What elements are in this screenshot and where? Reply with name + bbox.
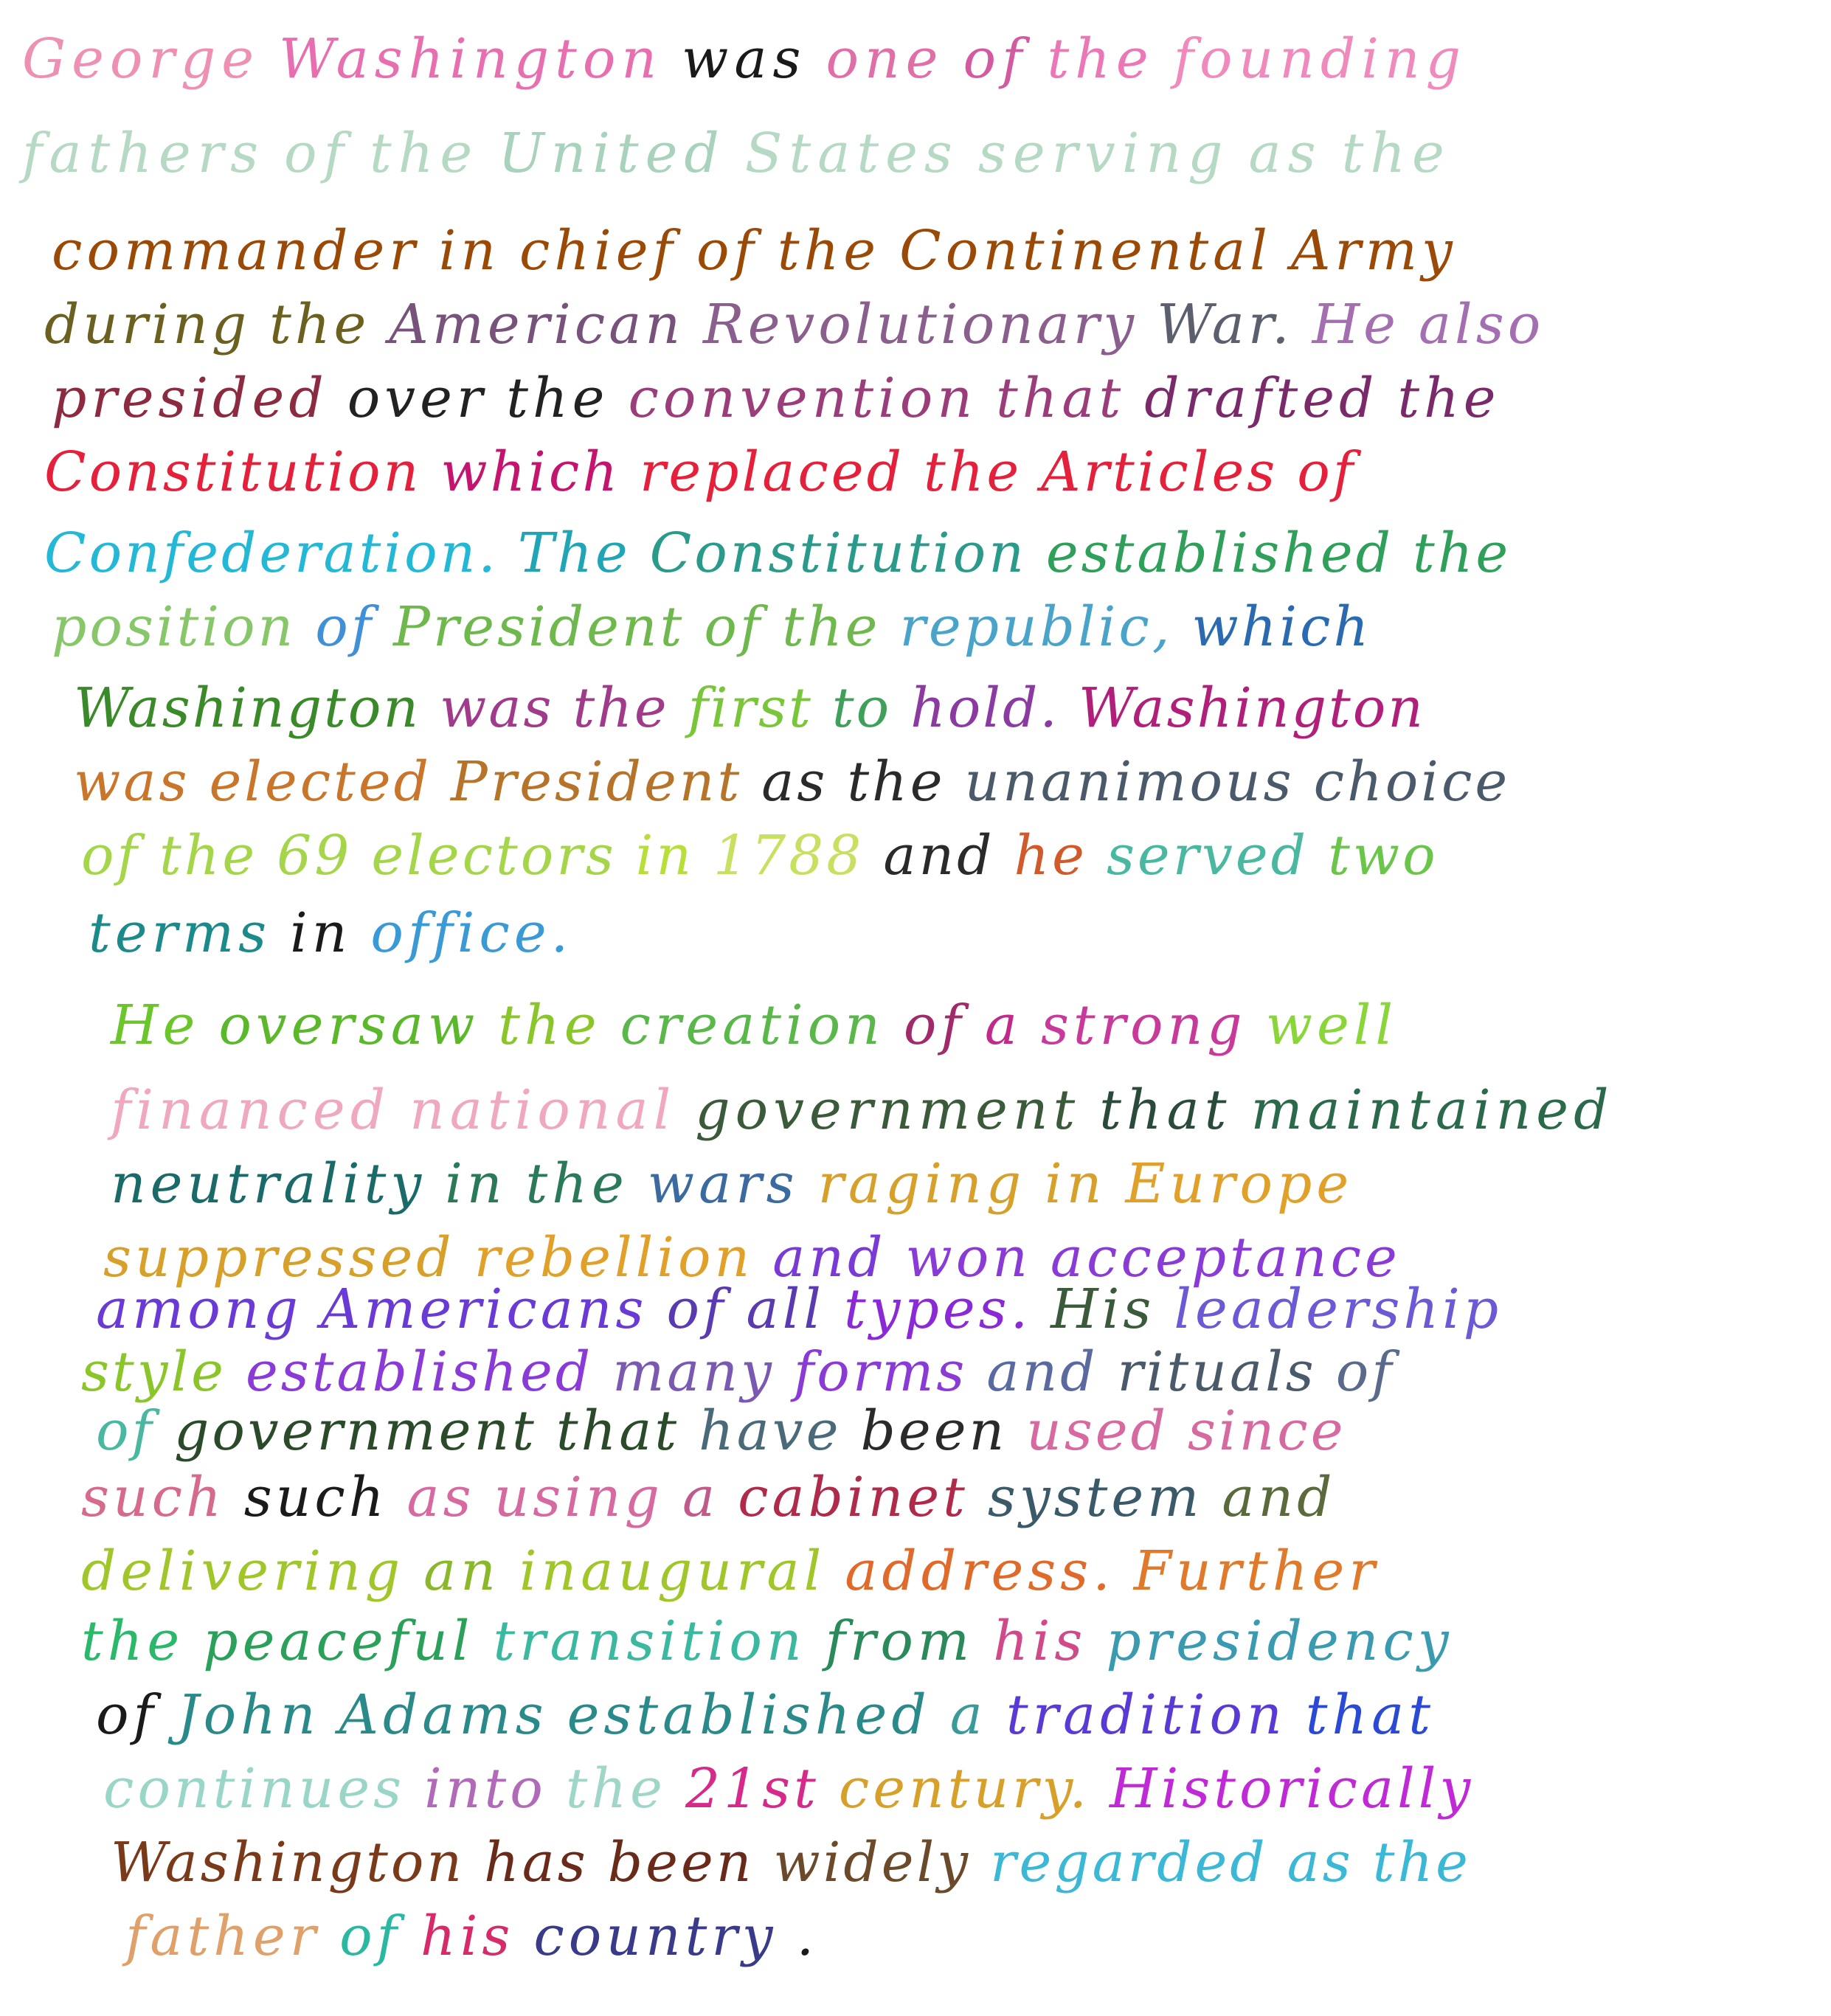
text-line-25 (111, 1826, 1490, 1899)
word: electors (371, 824, 617, 887)
word: well (1265, 994, 1398, 1057)
word: He (1312, 293, 1399, 356)
word: leadership (1174, 1278, 1503, 1341)
word: such (243, 1466, 388, 1529)
word: the (1372, 1831, 1471, 1894)
word: the (923, 440, 1022, 504)
word: of (963, 27, 1028, 91)
word: and (986, 1340, 1098, 1404)
word: was (682, 27, 807, 91)
word: terms (89, 901, 271, 965)
word: cabinet (738, 1466, 969, 1529)
word: of (704, 595, 764, 659)
text-line-14 (111, 1073, 1633, 1147)
word: of (903, 994, 966, 1057)
word: in (635, 824, 694, 887)
word: choice (1313, 750, 1511, 814)
word: wars (647, 1152, 799, 1216)
word: drafted (1144, 367, 1379, 430)
word: chief (519, 219, 677, 283)
text-line-13 (111, 988, 1416, 1062)
word: an (423, 1539, 500, 1603)
word: was (440, 676, 554, 740)
word: have (699, 1399, 842, 1463)
word: a (682, 1466, 719, 1529)
word: His (1051, 1278, 1155, 1341)
word: the (847, 750, 946, 814)
text-line-3 (52, 214, 1476, 288)
text-line-1 (22, 22, 1486, 96)
word: country (533, 1905, 778, 1968)
word: in (1045, 1152, 1107, 1216)
word: widely (773, 1831, 972, 1894)
word: Adams (339, 1683, 548, 1747)
word: since (1187, 1399, 1346, 1463)
word: types. (843, 1278, 1032, 1341)
word: of (696, 219, 758, 283)
text-line-15 (111, 1147, 1372, 1221)
word: style (81, 1340, 226, 1404)
word: and (883, 824, 995, 887)
word: raging (817, 1152, 1026, 1216)
text-line-21 (81, 1534, 1399, 1608)
word: two (1328, 824, 1439, 887)
word: established (567, 1683, 931, 1747)
word: Constitution (44, 440, 422, 504)
word: of (96, 1683, 158, 1747)
word: all (746, 1278, 825, 1341)
word: his (420, 1905, 515, 1968)
word: been (860, 1399, 1008, 1463)
word: transition (493, 1610, 806, 1673)
word: Further (1133, 1539, 1380, 1603)
word: one (825, 27, 944, 91)
word: and (772, 1226, 887, 1289)
text-line-7 (44, 516, 1530, 590)
text-line-2 (22, 117, 1470, 190)
word: Historically (1110, 1757, 1475, 1821)
word: American (389, 293, 684, 356)
word: delivering (81, 1539, 405, 1603)
word: the (572, 676, 669, 740)
word: elected (209, 750, 432, 814)
word: over (347, 367, 488, 430)
text-line-11 (81, 819, 1458, 893)
word: 69 (277, 824, 353, 887)
text-line-10 (74, 745, 1529, 819)
word: War. (1157, 293, 1293, 356)
word: acceptance (1050, 1226, 1401, 1289)
word: Articles (1041, 440, 1278, 504)
word: rituals (1117, 1340, 1317, 1404)
word: used (1026, 1399, 1169, 1463)
word: which (440, 440, 621, 504)
word: Washington (111, 1831, 465, 1894)
word: established (245, 1340, 594, 1404)
word: the (269, 293, 370, 356)
word: that (995, 367, 1126, 430)
word: serving (977, 122, 1230, 185)
word: century. (838, 1757, 1091, 1821)
word: Confederation. (44, 522, 499, 585)
word: inaugural (519, 1539, 826, 1603)
word: that (1305, 1683, 1435, 1747)
word: won (905, 1226, 1031, 1289)
text-line-12 (89, 896, 592, 970)
word: Washington (279, 27, 663, 91)
word: in (438, 219, 500, 283)
word: address. (845, 1539, 1115, 1603)
word: commander (52, 219, 420, 283)
word: suppressed (103, 1226, 455, 1289)
word: fathers (22, 122, 266, 185)
text-line-22 (81, 1604, 1472, 1678)
word: that (555, 1399, 680, 1463)
text-line-24 (103, 1752, 1493, 1826)
word: of (284, 122, 350, 185)
word: that (1099, 1078, 1232, 1142)
word: of (666, 1278, 727, 1341)
word: United (498, 122, 726, 185)
word: such (81, 1466, 225, 1529)
word: strong (1040, 994, 1247, 1057)
word: has (484, 1831, 589, 1894)
word: a (949, 1683, 987, 1747)
text-line-23 (96, 1678, 1454, 1752)
word: presidency (1106, 1610, 1453, 1673)
word: forms (793, 1340, 968, 1404)
word: Revolutionary (702, 293, 1138, 356)
word: founding (1173, 27, 1467, 91)
word: father (125, 1905, 321, 1968)
word: the (1413, 522, 1512, 585)
text-line-6 (44, 435, 1375, 509)
word: the (1047, 27, 1155, 91)
word: The (517, 522, 631, 585)
word: John (176, 1683, 320, 1747)
word: system (987, 1466, 1203, 1529)
word: the (782, 595, 881, 659)
word: the (498, 994, 601, 1057)
word: maintained (1250, 1078, 1614, 1142)
word: He (111, 994, 200, 1057)
word: the (1341, 122, 1451, 185)
word: which (1191, 595, 1372, 659)
word: the (370, 122, 480, 185)
word: neutrality (111, 1152, 426, 1216)
word: to (831, 676, 892, 740)
word: been (607, 1831, 755, 1894)
word: government (695, 1078, 1081, 1142)
word: position (52, 595, 297, 659)
word: the (81, 1610, 184, 1673)
word: of (339, 1905, 402, 1968)
word: States (744, 122, 959, 185)
word: of (96, 1399, 155, 1463)
text-line-4 (44, 288, 1563, 361)
word: Europe (1125, 1152, 1354, 1216)
word: of (1335, 1340, 1395, 1404)
word: replaced (640, 440, 904, 504)
word: President (393, 595, 685, 659)
text-line-8 (52, 590, 1391, 664)
word: George (22, 27, 260, 91)
word: his (993, 1610, 1087, 1673)
word: a (984, 994, 1022, 1057)
word: from (825, 1610, 975, 1673)
word: using (494, 1466, 663, 1529)
word: republic, (899, 595, 1173, 659)
word: as (406, 1466, 475, 1529)
word: as (1248, 122, 1323, 185)
word: established (1045, 522, 1394, 585)
word: oversaw (218, 994, 480, 1057)
word: financed (111, 1078, 391, 1142)
word: Washington (74, 676, 421, 740)
text-line-20 (81, 1461, 1354, 1534)
word: also (1418, 293, 1545, 356)
word: Washington (1078, 676, 1425, 740)
word: in (445, 1152, 507, 1216)
word: presided (52, 367, 328, 430)
word: tradition (1006, 1683, 1287, 1747)
word: 1788 (713, 824, 865, 887)
word: and (1222, 1466, 1336, 1529)
word: the (506, 367, 609, 430)
word: of (1297, 440, 1357, 504)
text-line-26 (125, 1899, 837, 1973)
word: during (44, 293, 251, 356)
word: regarded (990, 1831, 1268, 1894)
word: rebellion (474, 1226, 754, 1289)
word: Constitution (649, 522, 1027, 585)
word: the (1397, 367, 1501, 430)
word: of (315, 595, 375, 659)
word: Army (1290, 219, 1457, 283)
word: Continental (899, 219, 1272, 283)
word: in (290, 901, 352, 965)
word: the (159, 824, 258, 887)
word: the (777, 219, 881, 283)
word: continues (103, 1757, 406, 1821)
word: . (796, 1905, 819, 1968)
word: unanimous (964, 750, 1295, 814)
word: creation (620, 994, 885, 1057)
word: peaceful (203, 1610, 474, 1673)
word: into (424, 1757, 547, 1821)
word: the (525, 1152, 629, 1216)
word: President (451, 750, 743, 814)
text-line-5 (52, 361, 1520, 435)
word: hold. (910, 676, 1059, 740)
word: as (761, 750, 828, 814)
word: among (96, 1278, 302, 1341)
word: of (81, 824, 140, 887)
word: the (565, 1757, 666, 1821)
word: national (409, 1078, 676, 1142)
word: convention (628, 367, 977, 430)
word: was (74, 750, 190, 814)
word: served (1106, 824, 1309, 887)
word: office. (370, 901, 573, 965)
word: he (1014, 824, 1087, 887)
word: Americans (320, 1278, 648, 1341)
word: many (612, 1340, 775, 1404)
text-line-19 (96, 1394, 1366, 1468)
word: as (1287, 1831, 1354, 1894)
text-line-9 (74, 671, 1444, 745)
word: 21st (685, 1757, 820, 1821)
word: government (173, 1399, 537, 1463)
word: first (688, 676, 813, 740)
